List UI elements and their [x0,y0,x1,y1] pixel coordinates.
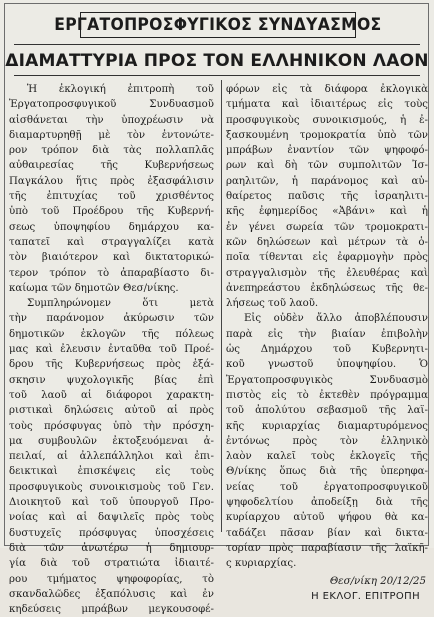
text-line: νοίας καὶ αἱ δαψιλεῖς πρὸς τοὺς [9,512,214,524]
text-line: Συμπληρώνομεν ὅτι μετὰ [27,298,214,310]
text-line: σκησιν ψυχολογικῆς βίας ἐπὶ [9,374,214,386]
text-line: Θ/νίκης ὅπως διὰ τῆς ὑπερηφα- [226,466,428,478]
text-line: κῆς κυριαρχίας διαμαρτυρόμενος [226,420,428,432]
signature-date: Θεσ/νίκη 20/12/25 [329,575,426,587]
text-line: ταδάζει πᾶσαν βίαν καὶ δικτα- [226,527,428,539]
text-line: πειλαί, αἱ ἀλλεπάλληλοι καὶ ἐπι- [9,451,214,463]
text-line: ρον τρόπον διὰ τὰς πολλαπλᾶς [9,145,214,157]
text-line: τοὺς πρόσφυγας ὑπὸ τὴν πρόσχη- [9,420,214,432]
text-line: τῆς ἐπιτυχίας τοῦ χρισθέντος [9,191,214,203]
text-line: διαμαρτυρηθῇ μὲ τὸν ἐντονώτε- [9,129,214,141]
text-line: τμήματα καὶ ἰδιαιτέρως εἰς τοὺς [226,99,428,111]
text-line: κυρίαρχου αὐτοῦ ψήφου θὰ κα- [226,512,428,524]
text-line: δρου τῆς Κυβερνήσεως πρὸς ἐξά- [9,359,214,371]
text-line: Ἡ ἐκλογική ἐπιτροπὴ τοῦ [27,84,214,95]
text-line: Παγκάλου ἥτις πρὸς ἐξασφάλισιν [9,175,214,187]
text-line: τερον τρόπον τὸ ἀπαραβίαστο δι- [9,267,214,279]
text-line: φόρων εἰς τὰ διάφορα ἐκλογικὰ [226,84,428,95]
text-line: δεικτικαὶ ἐπισκέψεις εἰς τοὺς [9,466,214,478]
text-line: ριστικαὶ δηλώσεις αὐτοῦ αἱ πρὸς [9,405,214,417]
text-line: τὸν βιαιότερον καὶ δικτατορικώ- [9,252,214,264]
headline: ΕΡΓΑΤΟΠΡΟΣΦΥΓΙΚΟΣ ΣΥΝΔΥΑΣΜΟΣ [54,15,382,35]
text-line: αἰσθάνεται τὴν ὑποχρέωσιν νὰ [9,114,214,126]
text-line: στραγγαλισμὸν τῆς ἐλευθέρας καὶ [226,267,428,279]
text-line: Διοικητοῦ καὶ τοῦ ὑπουργοῦ Προ- [9,497,214,509]
text-line: ὡς Δημάρχου τοῦ Κυβερνητι- [226,344,428,356]
text-line: σκανδαλῶδες ἐξαπόλυσις καὶ ἐν [9,588,214,600]
text-line: λαὸν καλεῖ τοὺς ἐκλογεῖς τῆς [226,451,428,463]
text-line: ταπατεῖ καὶ στραγγαλίζει κατὰ [9,236,214,248]
text-line: μας καὶ ἐλευσιν ἐνταῦθα τοῦ Προέ- [9,344,214,356]
header-rule-top [14,44,420,45]
text-line: προσφυγικοὺς συνοικισμούς, ἡ ἐ- [226,114,428,126]
text-line: λήσεως τοῦ λαοῦ. [226,298,319,310]
text-line: ἐντόνως πρὸς τὸν ἑλληνικὸ [226,435,428,447]
text-line: ρων καὶ δὴ τῶν συμπολιτῶν Ἰσ- [226,160,428,172]
text-line: κῆς ἐφημερίδος «Ἀβάνι» καὶ ἡ [226,206,428,218]
text-line: Ἐργατοπροσφυγικὸς Συνδυασμὸ [226,374,428,386]
text-line: ξασκουμένη τρομοκρατία ὑπὸ τῶν [226,129,428,141]
signature-committee: Η ΕΚΛΟΓ. ΕΠΙΤΡΟΠΗ [311,590,420,602]
text-line: τοῦ ἀπολύτου σεβασμοῦ τῆς λαϊ- [226,405,428,417]
text-line: ραηλιτῶν, ἡ παράνομος καὶ αὐ- [226,175,428,187]
text-line: τὴν παράνομον ἀκύρωσιν τῶν [9,313,214,325]
left-column [9,82,214,617]
text-line: ἀνεπηρεάστου ἐκδηλώσεως τῆς θε- [226,282,428,294]
text-line: τορίαν πρὸς παραβίασιν τῆς λαϊκῆ- [226,542,428,554]
header-rule-bottom [14,75,420,76]
text-line: κῶν δηλώσεων καὶ μέτρων τὰ ὁ- [226,236,428,248]
text-line: ὑπὸ τοῦ Προέδρου τῆς Κυβερνή- [9,206,214,218]
text-line: κοῦ γνωστοῦ ὑποψηφίου. Ὁ [226,359,428,371]
right-column [226,82,428,604]
text-line: ψηφοδελτίου ἀποδείξῃ διὰ τῆς [226,497,428,509]
text-line: νείας τοῦ ἐργατοπροσφυγικοῦ [226,481,428,493]
text-line: ἐν γένει σωρεία τῶν τρομοκρατι- [226,221,428,233]
text-line: πιστὸς εἰς τὸ ἐκτεθὲν πρόγραμμα [226,389,428,401]
text-line: Ἐργατοπροσφυγικοῦ Συνδυασμοῦ [9,99,214,111]
text-line: ς κυριαρχίας. [226,558,297,570]
text-line: θαίρετος παῦσις τῆς ἰσραηλιτι- [226,191,428,203]
text-line: προσφυγικοὺς συνοικισμοὺς τοῦ Γεν. [9,481,214,493]
text-line: μπράβων ἐναντίον τῶν ψηφοφό- [226,145,428,157]
text-line: δημοτικῶν ἐκλογῶν τῆς πόλεως [9,328,214,340]
text-line: μα συμβουλῶν ἐκτοξευόμεναι ἀ- [9,435,214,447]
text-line: γία διὰ τοῦ στρατιώτα ἰδιαιτέ- [9,558,214,570]
text-line: κηδεύσεις μπράβων μεγκουσοφέ- [9,604,214,616]
text-line: Εἰς οὐδὲν ἄλλο ἀποβλέπουσιν [244,313,428,325]
text-line: τοῦ λαοῦ αἱ διάφοροι χαρακτη- [9,389,214,401]
text-line: σεως ὑποψηφίου δημάρχου κα- [9,221,214,233]
text-line: ρου τμήματος ψηφοφορίας, τὸ [9,573,214,585]
text-line: ποῖα τίθενται εἰς ἐφαρμογὴν πρὸς [226,252,428,264]
column-divider [221,80,222,532]
text-line: αὐθαιρεσίας τῆς Κυβερνήσεως [9,160,214,172]
text-line: παρὰ εἰς τὴν βιαίαν ἐπιβολὴν [226,328,428,340]
subheadline: ΔΙΑΜΑΤΤΥΡΙΑ ΠΡΟΣ ΤΟΝ ΕΛΛΗΝΙΚΟΝ ΛΑΟΝ [5,51,429,71]
text-line: καίωμα τῶν δημοτῶν Θεσ/νίκης. [9,282,179,294]
text-line: διὰ τῶν ἀνωτέρω ἡ δημιουρ- [9,542,214,554]
title-box [54,12,382,38]
text-line: δυστυχεῖς πρόσφυγας ὑποσχέσεις [9,527,214,539]
